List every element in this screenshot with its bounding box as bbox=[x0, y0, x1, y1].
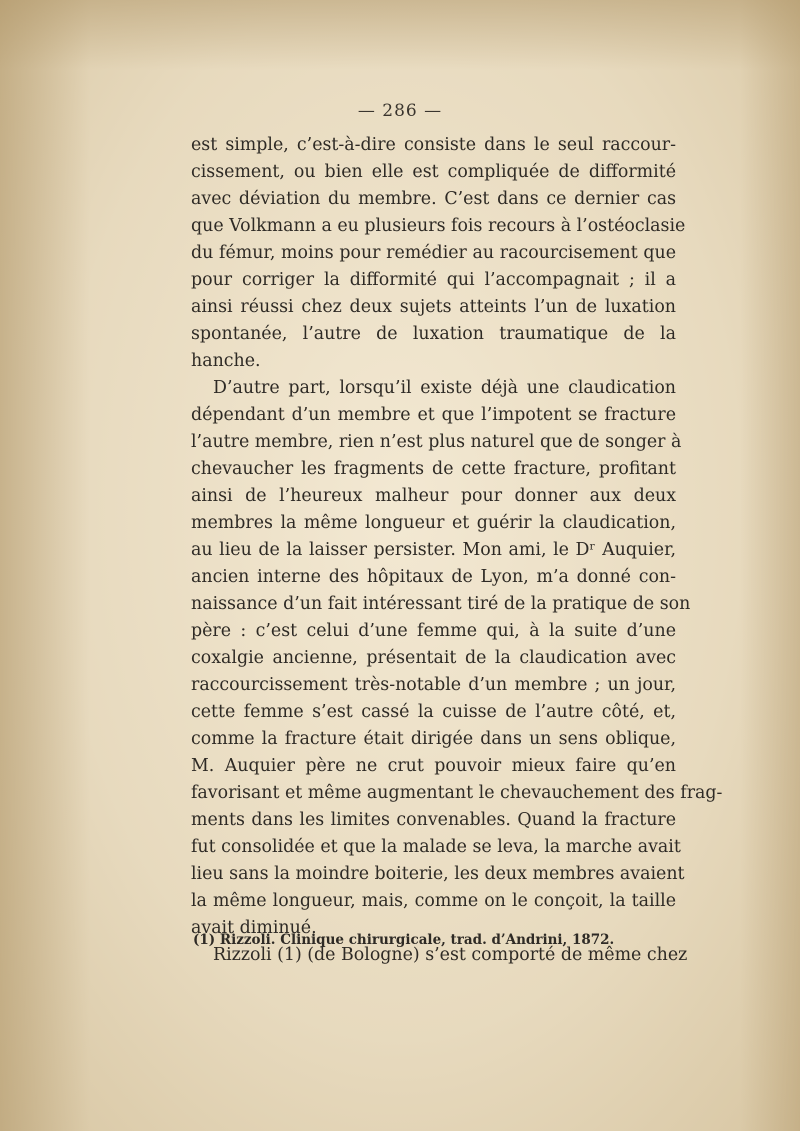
text-line: que Volkmann a eu plusieurs fois recours à l’ostéoclasie bbox=[191, 216, 686, 236]
footnote: (1) Rizzoli. Clinique chirurgicale, trad. d’Andrini, 1872. bbox=[193, 932, 615, 948]
text-line: cissement, ou bien elle est compliquée de difformité bbox=[191, 162, 676, 182]
text-line: avait diminué. bbox=[191, 918, 317, 938]
page-number: — 286 — bbox=[357, 101, 443, 121]
page-edge-shading bbox=[740, 0, 800, 1131]
text-line: l’autre membre, rien n’est plus naturel que de songer à bbox=[191, 432, 682, 452]
text-line: du fémur, moins pour remédier au racourcisement que bbox=[191, 243, 676, 263]
text-line: membres la même longueur et guérir la claudication, bbox=[191, 513, 676, 533]
text-line: comme la fracture était dirigée dans un sens oblique, bbox=[191, 729, 676, 749]
text-line: lieu sans la moindre boiterie, les deux membres avaient bbox=[191, 864, 685, 884]
text-line: chevaucher les fragments de cette fracture, profitant bbox=[191, 459, 676, 479]
page-edge-shading bbox=[0, 0, 90, 1131]
text-line: spontanée, l’autre de luxation traumatique de la bbox=[191, 324, 676, 344]
text-line: fut consolidée et que la malade se leva, la marche avait bbox=[191, 837, 681, 857]
text-line: dépendant d’un membre et que l’impotent se fracture bbox=[191, 405, 676, 425]
text-line: ainsi de l’heureux malheur pour donner aux deux bbox=[191, 486, 676, 506]
text-line: la même longueur, mais, comme on le conçoit, la taille bbox=[191, 891, 676, 911]
text-line: avec déviation du membre. C’est dans ce dernier cas bbox=[191, 189, 676, 209]
text-line: D’autre part, lorsqu’il existe déjà une claudication bbox=[213, 378, 676, 398]
text-line: naissance d’un fait intéressant tiré de la pratique de son bbox=[191, 594, 691, 614]
body-text bbox=[191, 132, 723, 969]
text-line: Rizzoli (1) (de Bologne) s’est comporté de même chez bbox=[213, 945, 688, 965]
text-line: cette femme s’est cassé la cuisse de l’autre côté, et, bbox=[191, 702, 676, 722]
text-line: coxalgie ancienne, présentait de la claudication avec bbox=[191, 648, 676, 668]
page-edge-shading bbox=[0, 0, 800, 70]
text-line: ancien interne des hôpitaux de Lyon, m’a donné con- bbox=[191, 567, 676, 587]
text-line: ments dans les limites convenables. Quand la fracture bbox=[191, 810, 676, 830]
text-line: hanche. bbox=[191, 351, 261, 371]
text-line: M. Auquier père ne crut pouvoir mieux faire qu’en bbox=[191, 756, 676, 776]
text-line: favorisant et même augmentant le chevauchement des frag- bbox=[191, 783, 723, 803]
text-line: ainsi réussi chez deux sujets atteints l’un de luxation bbox=[191, 297, 676, 317]
text-line: père : c’est celui d’une femme qui, à la suite d’une bbox=[191, 621, 676, 641]
text-line: pour corriger la difformité qui l’accompagnait ; il a bbox=[191, 270, 676, 290]
text-line: raccourcissement très-notable d’un membre ; un jour, bbox=[191, 675, 676, 695]
text-line: est simple, c’est-à-dire consiste dans le seul raccour- bbox=[191, 135, 676, 155]
text-line: au lieu de la laisser persister. Mon ami, le Dʳ Auquier, bbox=[191, 540, 676, 560]
